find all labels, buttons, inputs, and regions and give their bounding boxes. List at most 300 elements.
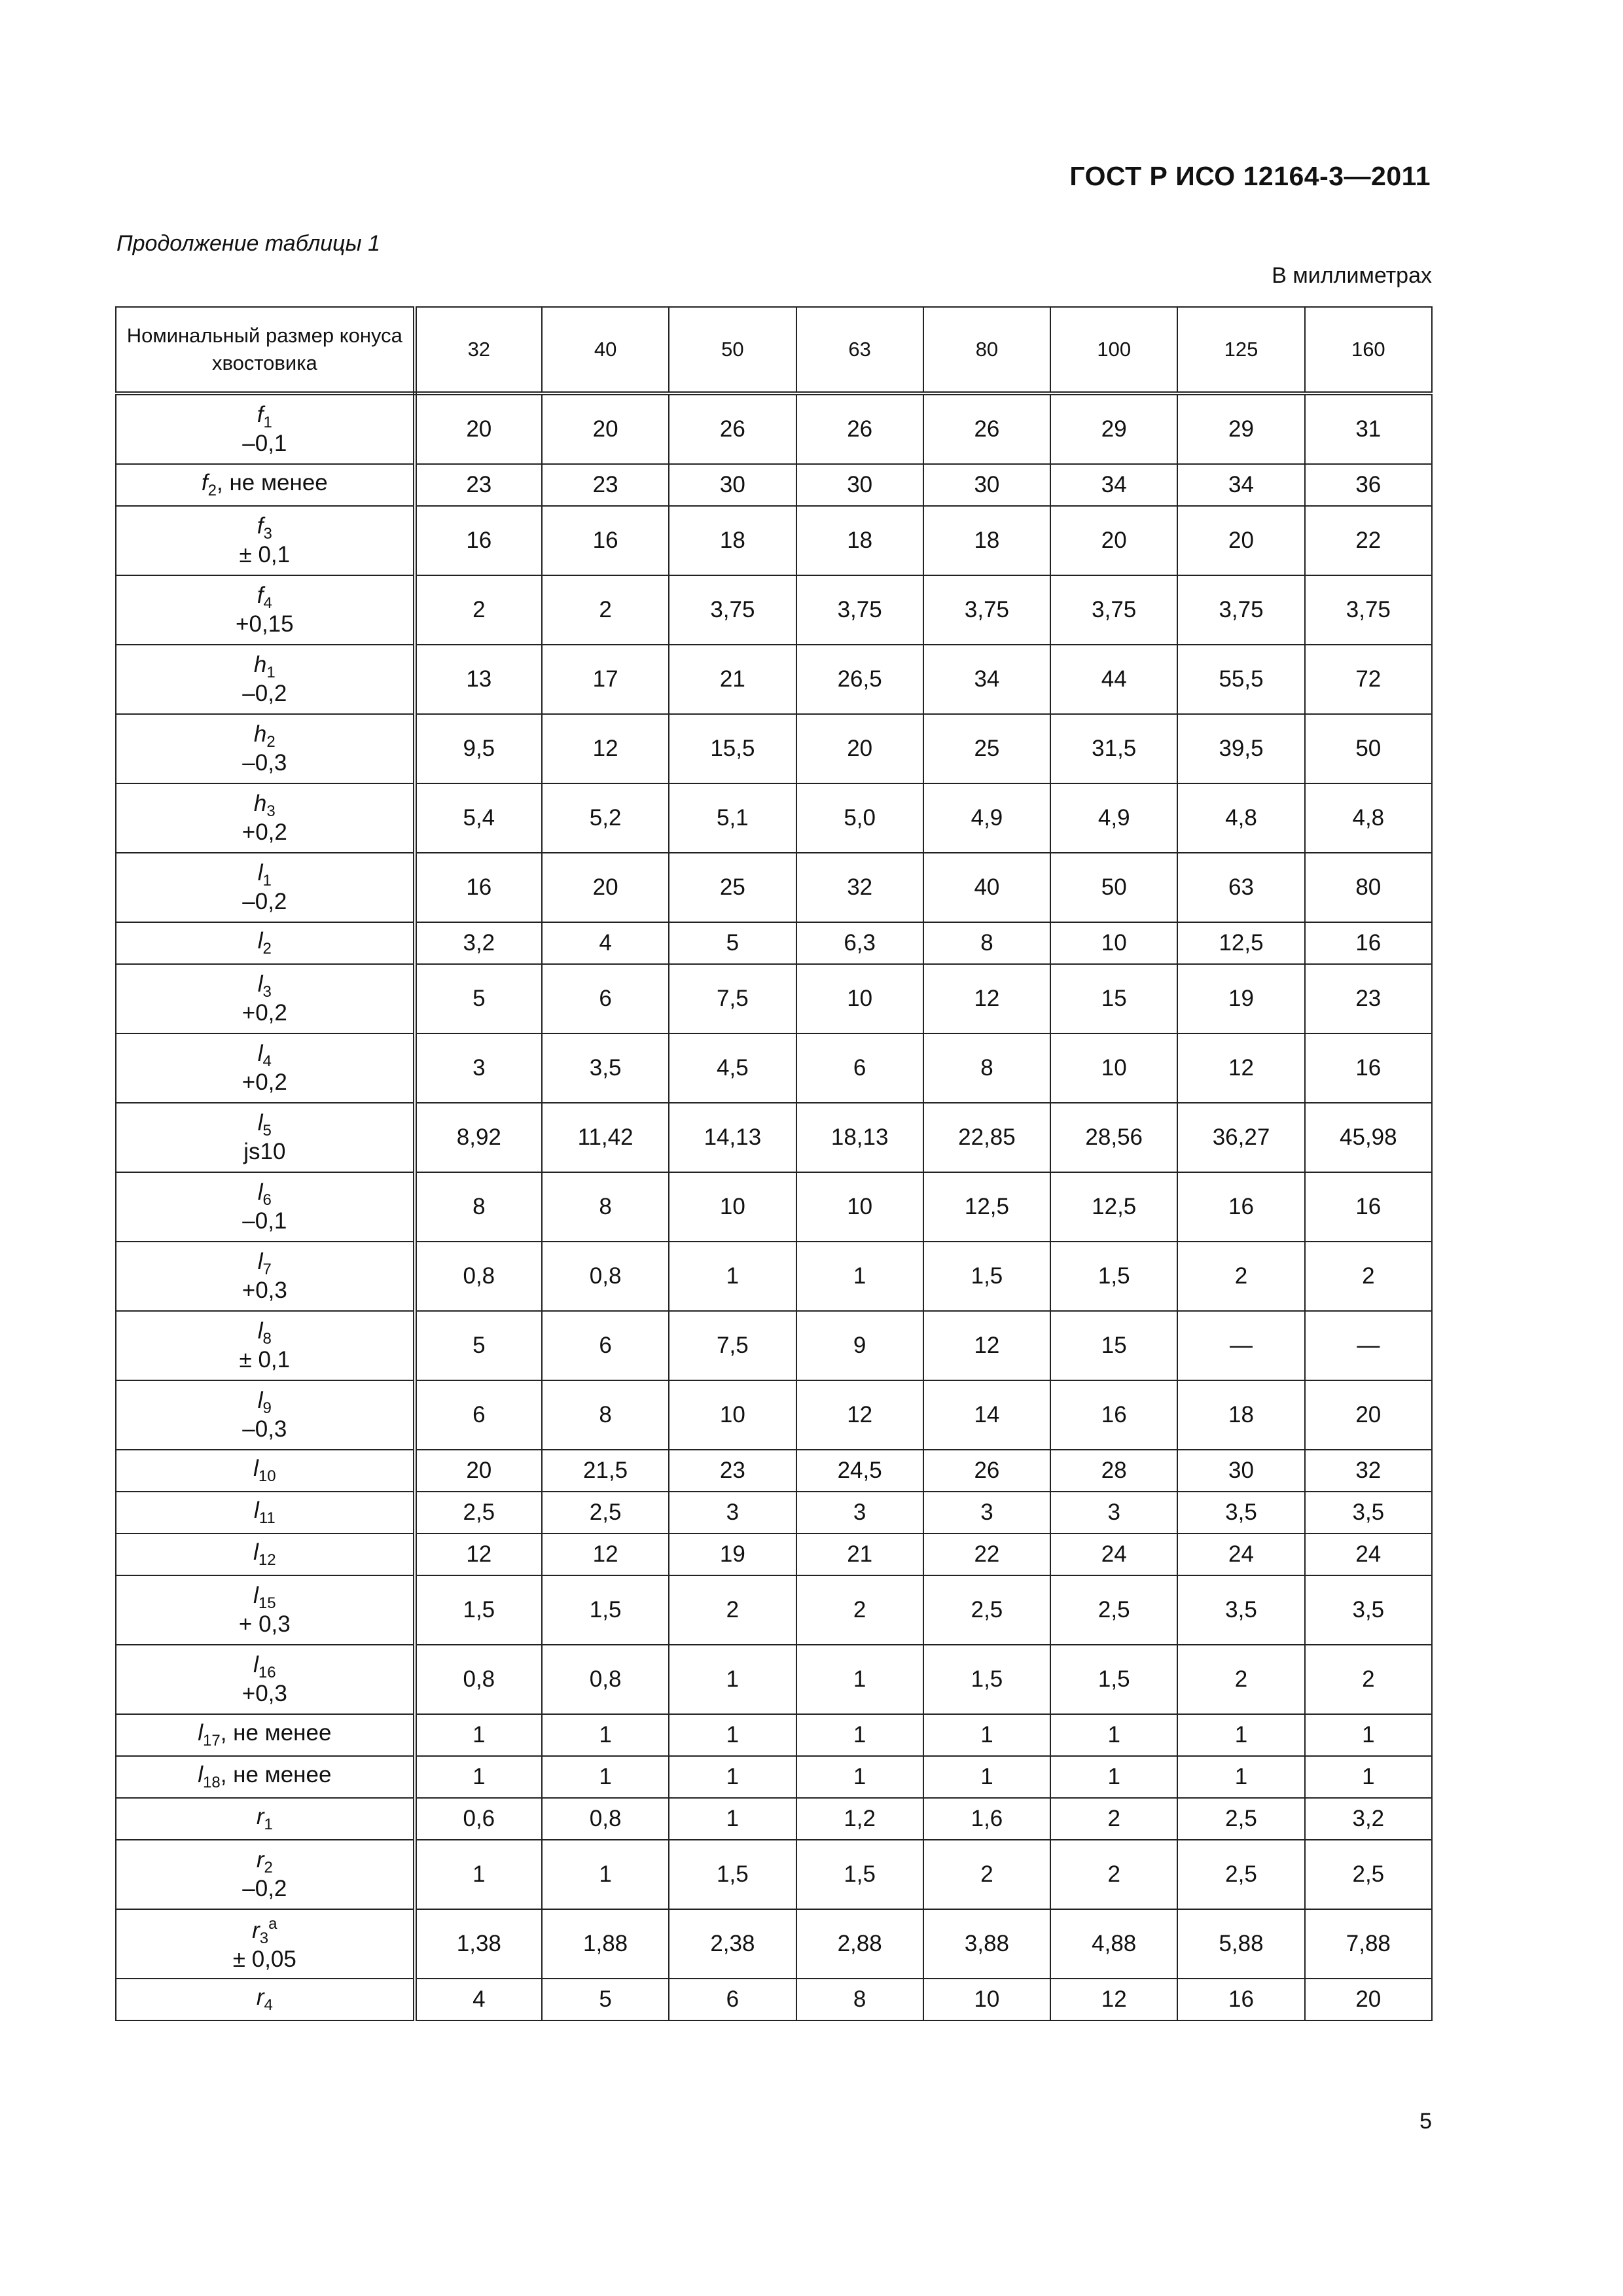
value-cell: 1 [1305,1714,1432,1756]
value-cell: 16 [415,506,542,575]
value-cell: 26 [669,393,796,464]
table-row [116,645,1432,714]
value-cell: 4,9 [1050,783,1177,853]
symbol-subscript: 1 [262,871,272,889]
value-cell: 13 [415,645,542,714]
value-cell: 2,38 [669,1909,796,1979]
tolerance: +0,2 [241,819,287,845]
value-cell: 5 [415,1311,542,1380]
value-cell: 1 [542,1714,669,1756]
value-cell: — [1305,1311,1432,1380]
symbol-subscript: 3 [262,982,272,1001]
size-header-cell: 125 [1177,307,1304,393]
value-cell: 25 [923,714,1050,783]
value-cell: 2 [1050,1798,1177,1840]
value-cell: 2,5 [1305,1840,1432,1909]
value-cell: 39,5 [1177,714,1304,783]
symbol-letter: f [257,512,264,539]
parameter-label-cell [116,1172,415,1242]
dimensions-table [115,306,1433,2021]
tolerance: –0,2 [242,888,287,914]
tolerance: –0,1 [242,1208,287,1234]
value-cell: 1 [796,1645,923,1714]
tolerance: js10 [243,1138,286,1164]
value-cell: 24 [1050,1534,1177,1575]
value-cell: 2,5 [923,1575,1050,1645]
parameter-label-cell [116,1714,415,1756]
value-cell: 1 [1050,1756,1177,1798]
symbol-subscript: 16 [258,1663,276,1681]
value-cell: 16 [415,853,542,922]
value-cell: 3,75 [1050,575,1177,645]
value-cell: 19 [1177,964,1304,1033]
value-cell: 10 [796,964,923,1033]
symbol-letter: l [257,927,263,954]
value-cell: 4,8 [1305,783,1432,853]
value-cell: 8 [415,1172,542,1242]
value-cell: 3,2 [415,922,542,964]
value-cell: 2 [796,1575,923,1645]
value-cell: 0,8 [415,1242,542,1311]
parameter-label-cell [116,1798,415,1840]
value-cell: 26 [796,393,923,464]
parameter-symbol [257,1387,272,1417]
value-cell: 3 [1050,1492,1177,1534]
symbol-letter: f [201,469,208,495]
tolerance: –0,1 [242,430,287,456]
value-cell: 15,5 [669,714,796,783]
value-cell: 72 [1305,645,1432,714]
value-cell: 3,5 [542,1033,669,1103]
parameter-label-cell [116,1492,415,1534]
value-cell: 16 [1305,922,1432,964]
table-row [116,1492,1432,1534]
footnote-marker: a [268,1914,277,1933]
value-cell: 16 [1305,1033,1432,1103]
table-row [116,1909,1432,1979]
parameter-symbol [256,1846,273,1876]
parameter-label-cell [116,393,415,464]
symbol-letter: l [253,1651,259,1677]
table-row [116,1840,1432,1909]
parameter-label-cell [116,464,415,506]
symbol-letter: r [252,1917,260,1943]
parameter-label-cell [116,1311,415,1380]
parameter-qualifier: , не менее [220,1761,332,1787]
value-cell: 6 [415,1380,542,1450]
value-cell: 26 [923,1450,1050,1492]
value-cell: 55,5 [1177,645,1304,714]
value-cell: 1 [669,1714,796,1756]
value-cell: 29 [1177,393,1304,464]
table-row [116,1645,1432,1714]
value-cell: 1 [1050,1714,1177,1756]
parameter-symbol [257,1179,272,1209]
value-cell: 3,5 [1305,1575,1432,1645]
value-cell: 1,2 [796,1798,923,1840]
value-cell: 1,6 [923,1798,1050,1840]
value-cell: 5,4 [415,783,542,853]
parameter-symbol [257,401,272,431]
value-cell: 12 [542,714,669,783]
parameter-label-cell [116,506,415,575]
symbol-letter: f [257,401,264,427]
table-row [116,783,1432,853]
symbol-letter: l [257,859,263,886]
value-cell: 22,85 [923,1103,1050,1172]
symbol-subscript: 7 [262,1260,272,1278]
table-row [116,922,1432,964]
value-cell: 16 [1177,1172,1304,1242]
table-continuation-caption: Продолжение таблицы 1 [116,231,380,256]
value-cell: 1 [669,1242,796,1311]
value-cell: 12 [796,1380,923,1450]
tolerance: –0,3 [242,1416,287,1442]
parameter-label-cell [116,714,415,783]
parameter-qualifier: , не менее [220,1719,332,1746]
parameter-symbol [253,1497,276,1527]
size-header-cell: 80 [923,307,1050,393]
value-cell: 12 [542,1534,669,1575]
value-cell: 3,75 [796,575,923,645]
symbol-subscript: 2 [207,481,217,499]
value-cell: 2,5 [542,1492,669,1534]
value-cell: 3,75 [1305,575,1432,645]
value-cell: 1 [415,1840,542,1909]
symbol-letter: r [256,1984,264,2010]
symbol-subscript: 1 [263,413,272,431]
value-cell: 31 [1305,393,1432,464]
parameter-symbol [253,1651,276,1681]
value-cell: 4,9 [923,783,1050,853]
symbol-letter: l [257,1040,263,1066]
value-cell: 16 [1305,1172,1432,1242]
value-cell: 6 [542,1311,669,1380]
value-cell: 1 [923,1714,1050,1756]
table-row [116,1714,1432,1756]
symbol-letter: l [257,1318,263,1344]
parameter-label-cell [116,1380,415,1450]
symbol-letter: r [256,1846,264,1873]
value-cell: 18 [669,506,796,575]
tolerance: –0,2 [242,1875,287,1901]
table-row [116,1798,1432,1840]
document-number: ГОСТ Р ИСО 12164-3—2011 [1069,161,1431,191]
symbol-letter: f [257,582,264,608]
value-cell: 1 [1177,1714,1304,1756]
table-row [116,1103,1432,1172]
value-cell: 12 [923,1311,1050,1380]
symbol-subscript: 10 [258,1467,276,1485]
value-cell: 45,98 [1305,1103,1432,1172]
parameter-symbol [256,1984,273,2014]
value-cell: 80 [1305,853,1432,922]
tolerance: ± 0,1 [239,1346,291,1372]
size-header-cell: 100 [1050,307,1177,393]
value-cell: 1,5 [542,1575,669,1645]
value-cell: 7,88 [1305,1909,1432,1979]
table-row [116,1575,1432,1645]
parameter-symbol [257,512,272,543]
value-cell: 3 [796,1492,923,1534]
symbol-subscript: 15 [258,1594,276,1612]
value-cell: 5,88 [1177,1909,1304,1979]
value-cell: 10 [669,1172,796,1242]
parameter-label-cell [116,1450,415,1492]
value-cell: 5,2 [542,783,669,853]
tolerance: ± 0,05 [232,1946,296,1972]
parameter-symbol [201,469,328,499]
units-note: В миллиметрах [1272,263,1432,288]
value-cell: 1 [669,1798,796,1840]
value-cell: 20 [796,714,923,783]
symbol-letter: h [253,721,267,747]
value-cell: 29 [1050,393,1177,464]
value-cell: 22 [923,1534,1050,1575]
value-cell: 3 [415,1033,542,1103]
value-cell: 18 [1177,1380,1304,1450]
symbol-letter: l [253,1497,259,1523]
table-row [116,1450,1432,1492]
table-row [116,1242,1432,1311]
value-cell: 1 [1177,1756,1304,1798]
value-cell: 2,5 [1177,1840,1304,1909]
value-cell: 28,56 [1050,1103,1177,1172]
value-cell: 50 [1305,714,1432,783]
value-cell: 1,5 [796,1840,923,1909]
tolerance: –0,3 [242,749,287,776]
value-cell: 10 [669,1380,796,1450]
value-cell: 0,8 [415,1645,542,1714]
symbol-subscript: 4 [262,1052,272,1070]
value-cell: 7,5 [669,964,796,1033]
value-cell: 26 [923,393,1050,464]
value-cell: 22 [1305,506,1432,575]
value-cell: 2 [1177,1645,1304,1714]
value-cell: 12,5 [923,1172,1050,1242]
symbol-letter: r [256,1803,264,1829]
parameter-label-cell [116,1033,415,1103]
parameter-label-cell [116,1242,415,1311]
value-cell: 32 [796,853,923,922]
value-cell: 14 [923,1380,1050,1450]
symbol-subscript: 17 [202,1731,221,1749]
symbol-letter: l [253,1582,259,1608]
value-cell: 20 [1177,506,1304,575]
table-row [116,1756,1432,1798]
value-cell: 1 [669,1756,796,1798]
symbol-letter: l [198,1719,203,1746]
value-cell: 3 [923,1492,1050,1534]
value-cell: 36 [1305,464,1432,506]
value-cell: 4 [415,1979,542,2020]
value-cell: 17 [542,645,669,714]
value-cell: — [1177,1311,1304,1380]
value-cell: 2 [542,575,669,645]
tolerance: –0,2 [242,680,287,706]
value-cell: 8 [796,1979,923,2020]
table-body [116,393,1432,2020]
symbol-subscript: 9 [262,1399,272,1417]
value-cell: 6 [796,1033,923,1103]
symbol-letter: l [257,1387,263,1413]
symbol-letter: l [257,1248,263,1274]
table-row [116,964,1432,1033]
table-row [116,575,1432,645]
value-cell: 6 [542,964,669,1033]
parameter-symbol [257,1318,272,1348]
value-cell: 11,42 [542,1103,669,1172]
value-cell: 20 [542,393,669,464]
parameter-symbol [257,859,272,889]
parameter-symbol [198,1719,332,1749]
page-number: 5 [1419,2109,1432,2134]
value-cell: 18 [923,506,1050,575]
value-cell: 30 [923,464,1050,506]
parameter-label-cell [116,1103,415,1172]
value-cell: 20 [415,393,542,464]
value-cell: 9 [796,1311,923,1380]
value-cell: 2 [1305,1645,1432,1714]
symbol-letter: l [257,1109,263,1136]
value-cell: 18,13 [796,1103,923,1172]
value-cell: 15 [1050,964,1177,1033]
value-cell: 18 [796,506,923,575]
parameter-symbol [253,721,276,751]
symbol-subscript: 18 [202,1773,221,1791]
value-cell: 2,5 [1050,1575,1177,1645]
value-cell: 9,5 [415,714,542,783]
symbol-subscript: 12 [258,1551,276,1569]
value-cell: 1,5 [1050,1242,1177,1311]
tolerance: +0,3 [241,1680,287,1706]
symbol-subscript: 2 [262,939,272,958]
value-cell: 30 [1177,1450,1304,1492]
value-cell: 8 [923,922,1050,964]
value-cell: 20 [415,1450,542,1492]
parameter-symbol [257,1109,272,1139]
parameter-label-cell [116,783,415,853]
parameter-label-cell [116,922,415,964]
value-cell: 1 [796,1756,923,1798]
symbol-subscript: 2 [264,1858,273,1876]
value-cell: 4,8 [1177,783,1304,853]
value-cell: 20 [542,853,669,922]
parameter-symbol [253,790,276,820]
value-cell: 4,88 [1050,1909,1177,1979]
parameter-label-cell [116,1575,415,1645]
value-cell: 31,5 [1050,714,1177,783]
tolerance: +0,3 [241,1277,287,1303]
tolerance: +0,2 [241,1069,287,1095]
size-header-cell: 50 [669,307,796,393]
value-cell: 16 [1177,1979,1304,2020]
value-cell: 63 [1177,853,1304,922]
value-cell: 5 [415,964,542,1033]
value-cell: 2,5 [1177,1798,1304,1840]
value-cell: 30 [669,464,796,506]
value-cell: 10 [796,1172,923,1242]
value-cell: 2 [1177,1242,1304,1311]
table-row [116,464,1432,506]
value-cell: 1 [1305,1756,1432,1798]
symbol-letter: l [253,1455,259,1481]
value-cell: 0,8 [542,1242,669,1311]
value-cell: 4 [542,922,669,964]
value-cell: 1 [669,1645,796,1714]
parameter-symbol [253,1455,276,1485]
value-cell: 3,75 [1177,575,1304,645]
symbol-subscript: 4 [264,1996,273,2014]
value-cell: 10 [1050,922,1177,964]
value-cell: 12,5 [1177,922,1304,964]
value-cell: 5 [669,922,796,964]
table-row [116,714,1432,783]
value-cell: 6,3 [796,922,923,964]
value-cell: 1,5 [415,1575,542,1645]
symbol-subscript: 1 [266,663,276,681]
parameter-label-cell [116,1645,415,1714]
value-cell: 50 [1050,853,1177,922]
value-cell: 12 [923,964,1050,1033]
value-cell: 4,5 [669,1033,796,1103]
parameter-qualifier: , не менее [217,469,328,495]
value-cell: 6 [669,1979,796,2020]
value-cell: 1,5 [669,1840,796,1909]
value-cell: 0,6 [415,1798,542,1840]
value-cell: 24 [1305,1534,1432,1575]
value-cell: 2 [923,1840,1050,1909]
value-cell: 1 [923,1756,1050,1798]
value-cell: 5,0 [796,783,923,853]
value-cell: 16 [542,506,669,575]
value-cell: 1,5 [1050,1645,1177,1714]
tolerance: + 0,3 [238,1611,291,1637]
size-header-cell: 160 [1305,307,1432,393]
value-cell: 12,5 [1050,1172,1177,1242]
value-cell: 8 [542,1380,669,1450]
value-cell: 14,13 [669,1103,796,1172]
tolerance: ± 0,1 [239,541,291,567]
table-row [116,393,1432,464]
value-cell: 0,8 [542,1645,669,1714]
value-cell: 3,88 [923,1909,1050,1979]
symbol-letter: l [253,1539,259,1565]
tolerance: +0,2 [241,999,287,1026]
symbol-subscript: 2 [266,732,276,751]
size-header-cell: 40 [542,307,669,393]
value-cell: 2 [415,575,542,645]
symbol-subscript: 3 [266,802,276,820]
value-cell: 2,5 [415,1492,542,1534]
parameter-label-cell [116,575,415,645]
value-cell: 1 [796,1242,923,1311]
value-cell: 12 [1177,1033,1304,1103]
symbol-subscript: 3 [263,524,272,543]
value-cell: 2,88 [796,1909,923,1979]
value-cell: 10 [1050,1033,1177,1103]
value-cell: 28 [1050,1450,1177,1492]
value-cell: 23 [415,464,542,506]
symbol-subscript: 6 [262,1191,272,1209]
symbol-subscript: 3 [259,1929,269,1947]
parameter-symbol [253,1539,276,1569]
value-cell: 20 [1305,1380,1432,1450]
symbol-subscript: 1 [264,1815,273,1833]
value-cell: 1,88 [542,1909,669,1979]
value-cell: 3,5 [1305,1492,1432,1534]
value-cell: 3,75 [923,575,1050,645]
